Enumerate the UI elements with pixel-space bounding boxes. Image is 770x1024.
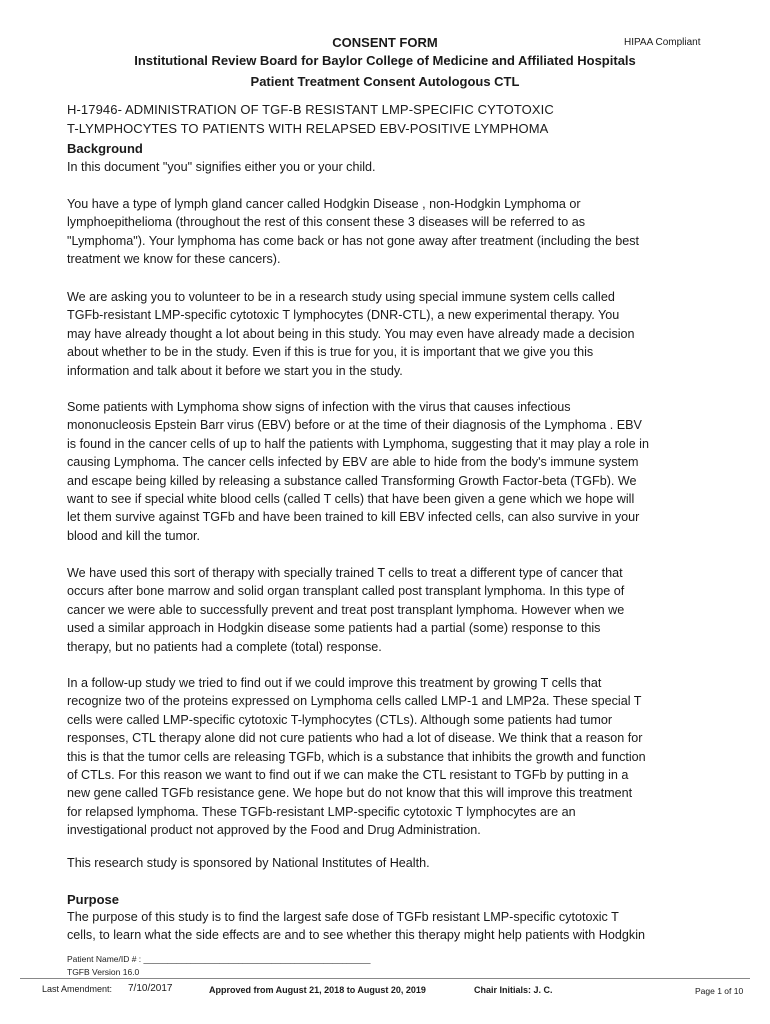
approval-period: Approved from August 21, 2018 to August 20, 2019 <box>209 985 426 995</box>
text-line: blood and kill the tumor. <box>67 528 201 543</box>
text-line: lymphoepithelioma (throughout the rest of this consent these 3 diseases will be referred to as <box>67 215 586 230</box>
last-amendment-label: Last Amendment: <box>42 984 113 994</box>
background-paragraph-3 <box>67 288 707 380</box>
background-paragraph-7 <box>67 854 707 872</box>
background-paragraph-6 <box>67 674 707 840</box>
text-line: want to see if special white blood cells (called T cells) that have been given a gene which we hope will <box>67 492 635 507</box>
hipaa-label: HIPAA Compliant <box>624 37 701 48</box>
text-line: "Lymphoma"). Your lymphoma has come back or has not gone away after treatment (including the best <box>67 233 640 248</box>
text-line: cells, to learn what the side effects are and to see whether this therapy might help patients with Hodgkin <box>67 928 646 943</box>
text-line: recognize two of the proteins expressed on Lymphoma cells called LMP-1 and LMP2a. These special T <box>67 694 642 709</box>
footer-divider <box>20 978 750 979</box>
text-line: of CTLs. For this reason we want to find out if we can make the CTL resistant to TGFb by putting in a <box>67 768 629 783</box>
text-line: The purpose of this study is to find the largest safe dose of TGFb resistant LMP-specific cytotoxic T <box>67 910 619 924</box>
text-line: We have used this sort of therapy with specially trained T cells to treat a different type of cancer that <box>67 566 623 580</box>
text-line: TGFb-resistant LMP-specific cytotoxic T lymphocytes (DNR-CTL), a new experimental therapy. You <box>67 308 620 323</box>
page-number: Page 1 of 10 <box>695 986 744 996</box>
text-line: used a similar approach in Hodgkin disease some patients had a partial (some) response to this <box>67 621 601 636</box>
chair-initials: Chair Initials: J. C. <box>474 985 553 995</box>
text-line: and escape being killed by releasing a substance called Transforming Growth Factor-beta (TGFb). We <box>67 473 637 488</box>
last-amendment-date: 7/10/2017 <box>128 983 173 994</box>
text-line: is found in the cancer cells of up to half the patients with Lymphoma, suggesting that it may play a role in <box>67 436 649 451</box>
text-line: this is that the tumor cells are releasing TGFb, which is a substance that inhibits the growth and function <box>67 749 646 764</box>
study-title-line-2: T-LYMPHOCYTES TO PATIENTS WITH RELAPSED EBV-POSITIVE LYMPHOMA <box>67 121 549 136</box>
text-line: cancer we were able to successfully prevent and treat post transplant lymphoma. However when we <box>67 602 625 617</box>
study-title-line-1: H-17946- ADMINISTRATION OF TGF-B RESISTANT LMP-SPECIFIC CYTOTOXIC <box>67 102 554 117</box>
background-paragraph-4 <box>67 398 707 545</box>
text-line: mononucleosis Epstein Barr virus (EBV) before or at the time of their diagnosis of the Lymphoma . EBV <box>67 418 642 433</box>
text-line: Some patients with Lymphoma show signs of infection with the virus that causes infectious <box>67 400 571 414</box>
purpose-heading: Purpose <box>67 892 120 907</box>
text-line: information and talk about it before we start you in the study. <box>67 363 403 378</box>
text-line: In a follow-up study we tried to find out if we could improve this treatment by growing T cells that <box>67 676 602 690</box>
purpose-paragraph-1 <box>67 908 707 945</box>
background-paragraph-2 <box>67 195 707 269</box>
text-line: may have already thought a lot about being in this study. You may even have already made a decision <box>67 326 635 341</box>
background-paragraph-1 <box>67 158 707 176</box>
text-line: for relapsed lymphoma. These TGFb-resistant LMP-specific cytotoxic T lymphocytes are an <box>67 804 576 819</box>
patient-name-line: Patient Name/ID # : ________________________________________________ <box>67 954 371 964</box>
text-line: let them survive against TGFb and have been trained to kill EBV infected cells, can also survive in your <box>67 510 640 525</box>
text-line: cells were called LMP-specific cytotoxic T-lymphocytes (CTLs). Although some patients had tumor <box>67 712 613 727</box>
text-line: investigational product not approved by the Food and Drug Administration. <box>67 823 481 838</box>
version-label: TGFB Version 16.0 <box>67 967 140 976</box>
background-heading: Background <box>67 141 143 156</box>
text-line: We are asking you to volunteer to be in a research study using special immune system cells called <box>67 290 615 304</box>
institution-title: Institutional Review Board for Baylor College of Medicine and Affiliated Hospitals <box>134 53 636 68</box>
text-line: causing Lymphoma. The cancer cells infected by EBV are able to hide from the body's immune system <box>67 455 639 470</box>
text-line: In this document "you" signifies either you or your child. <box>67 160 376 174</box>
text-line: new gene called TGFb resistance gene. We hope but do not know that this will improve this treatment <box>67 786 633 801</box>
text-line: therapy, but no patients had a complete (total) response. <box>67 639 382 654</box>
text-line: You have a type of lymph gland cancer called Hodgkin Disease , non-Hodgkin Lymphoma or <box>67 197 581 211</box>
text-line: responses, CTL therapy alone did not cure patients who had a lot of disease. We think that a reason for <box>67 731 643 746</box>
background-paragraph-5 <box>67 564 707 656</box>
text-line: treatment we know for these cancers). <box>67 252 281 267</box>
text-line: about whether to be in the study. Even if this is true for you, it is important that we give you this <box>67 345 594 360</box>
form-title: CONSENT FORM <box>332 35 438 50</box>
consent-subtitle: Patient Treatment Consent Autologous CTL <box>250 74 520 89</box>
text-line: This research study is sponsored by National Institutes of Health. <box>67 856 430 870</box>
text-line: occurs after bone marrow and solid organ transplant called post transplant lymphoma. In this type of <box>67 584 625 599</box>
